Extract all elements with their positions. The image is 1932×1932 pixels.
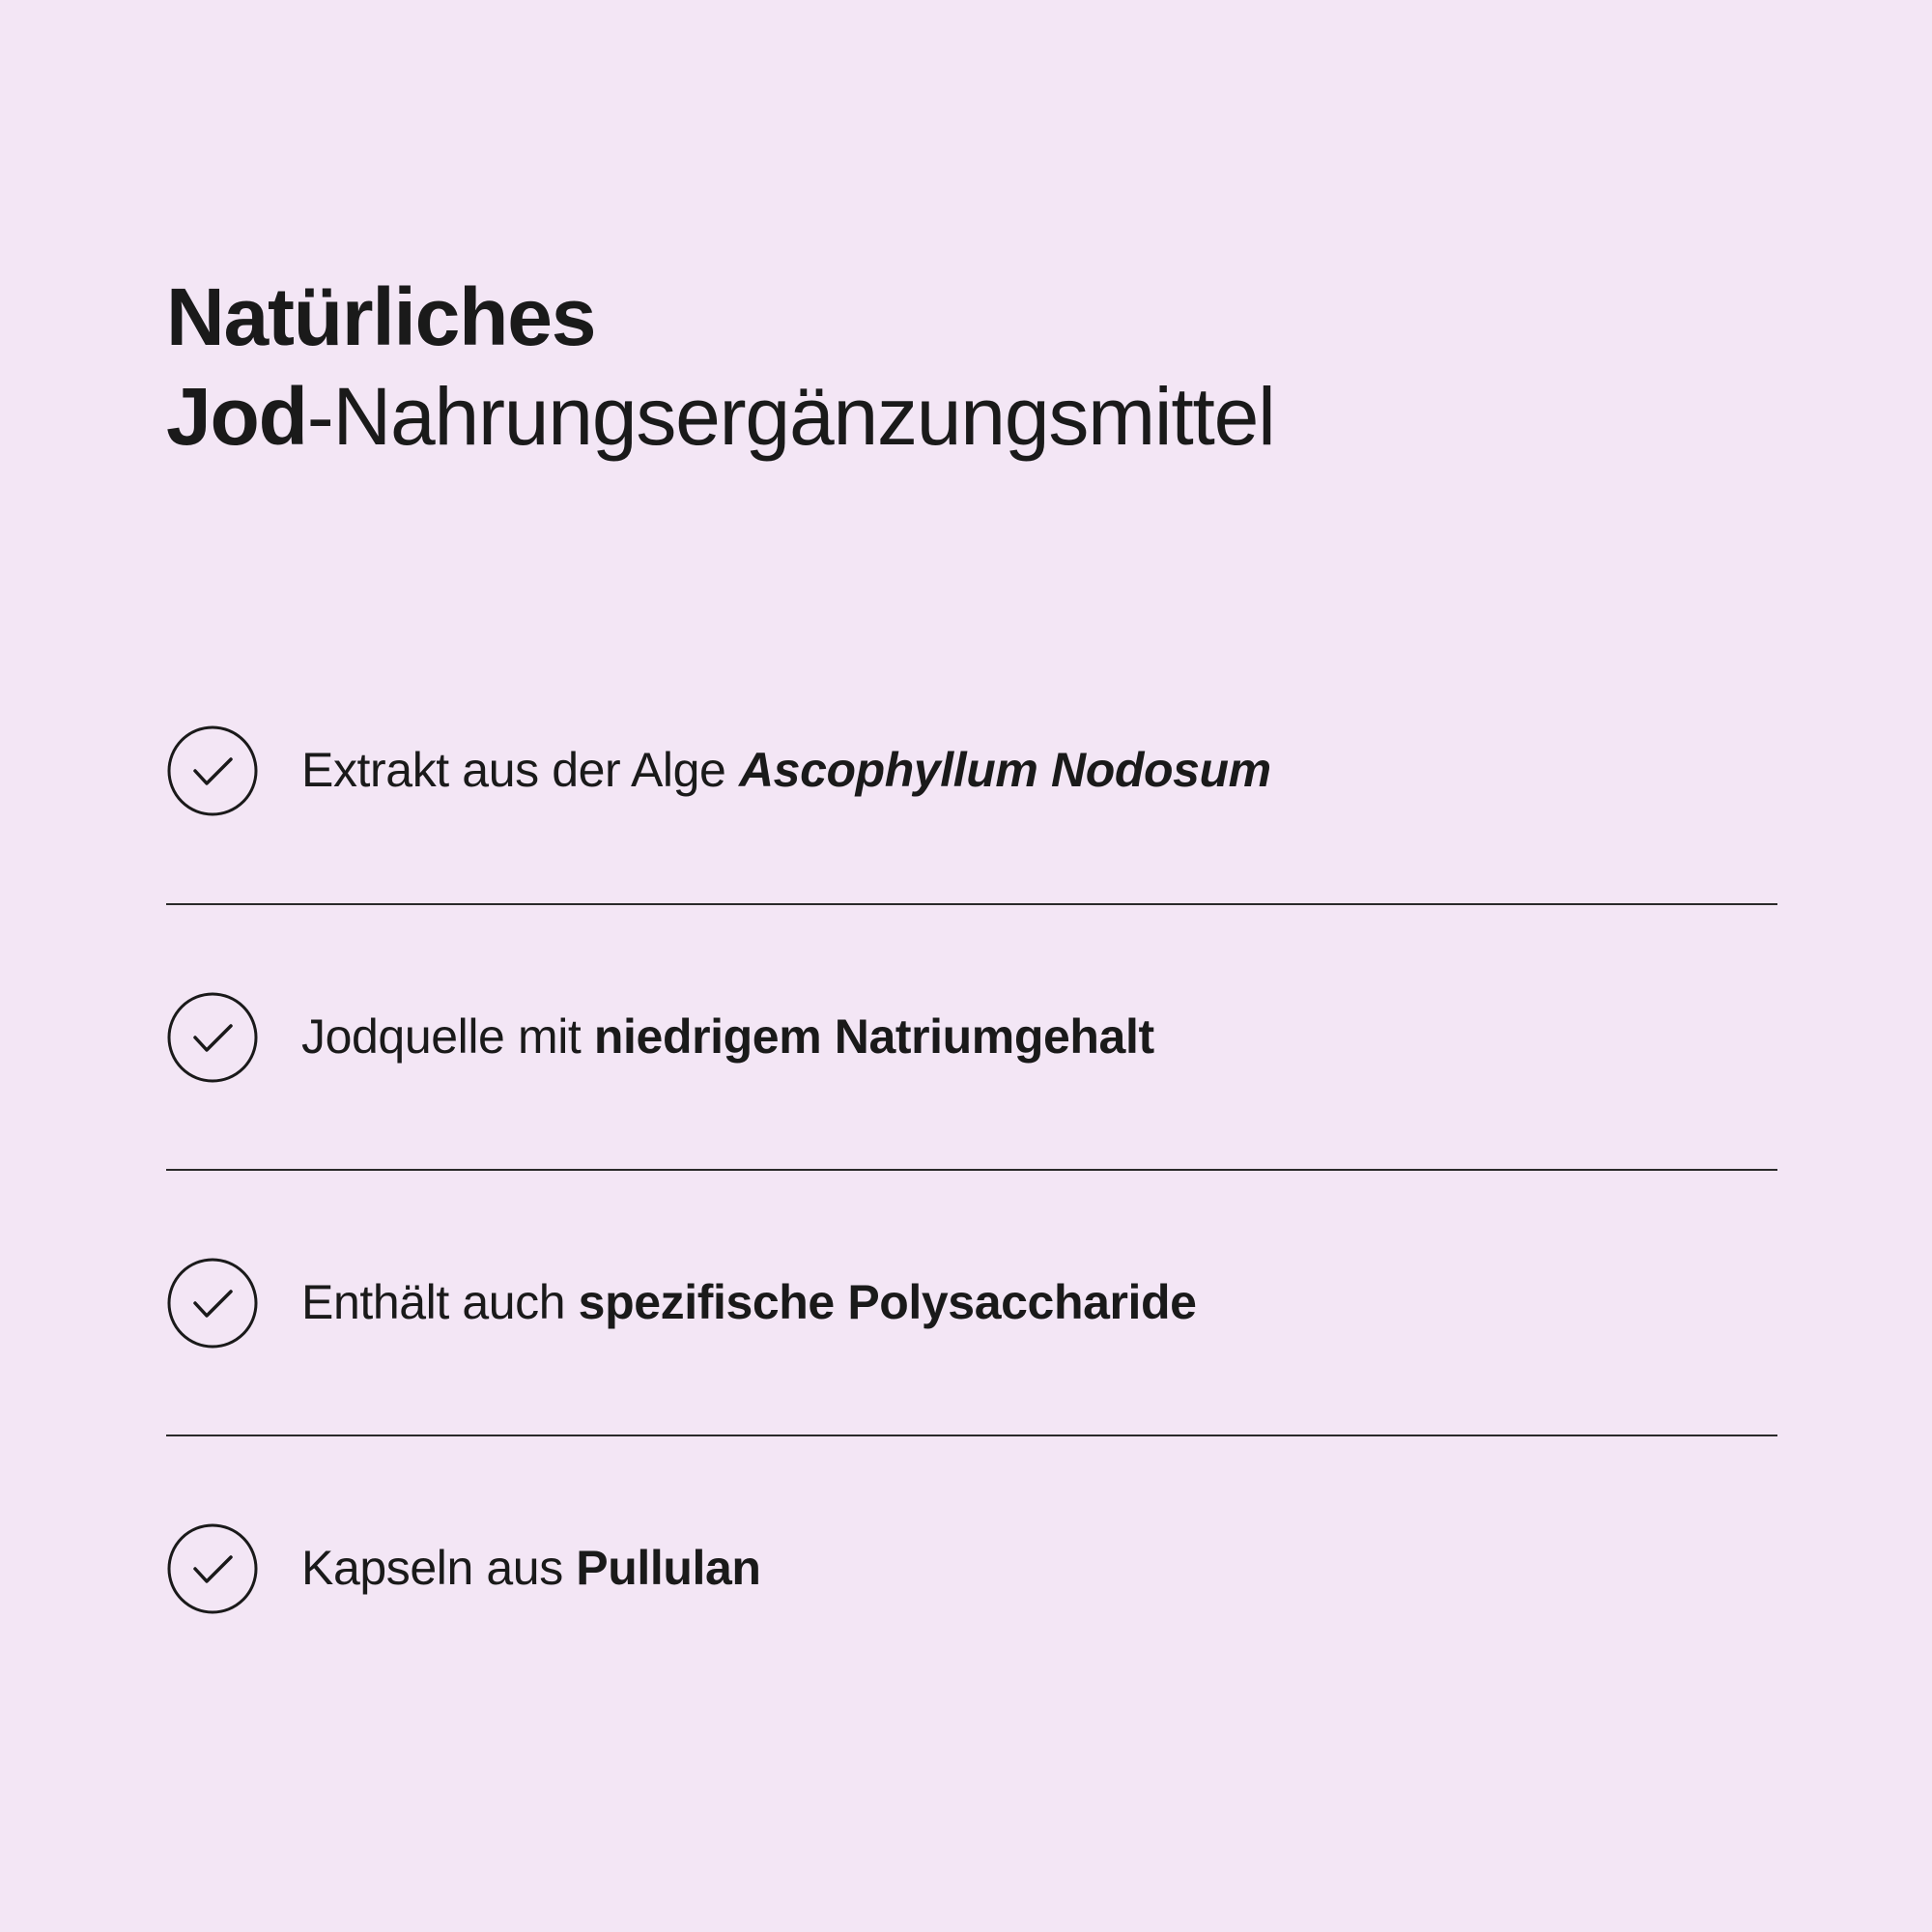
page-title-line-2	[166, 368, 1808, 466]
feature-text	[301, 1007, 1154, 1067]
page-title	[166, 269, 1808, 466]
page-title-line-2-rest: -Nahrungsergänzungsmittel	[306, 371, 1275, 463]
feature-text	[301, 1272, 1197, 1333]
list-item	[166, 1169, 1777, 1435]
check-circle-icon	[166, 1257, 259, 1350]
feature-text-plain: Kapseln aus	[301, 1541, 577, 1596]
feature-text-emphasis: spezifische Polysaccharide	[578, 1275, 1197, 1330]
list-item	[166, 638, 1777, 903]
check-circle-icon	[166, 724, 259, 817]
feature-text-plain: Extrakt aus der Alge	[301, 743, 739, 798]
feature-text	[301, 1538, 761, 1599]
feature-text	[301, 740, 1271, 801]
page-title-keyword: Jod	[166, 371, 307, 463]
check-circle-icon	[166, 991, 259, 1084]
list-item	[166, 903, 1777, 1169]
feature-text-plain: Jodquelle mit	[301, 1009, 594, 1065]
page-title-line-1: Natürliches	[166, 271, 596, 363]
feature-text-emphasis: niedrigem Natriumgehalt	[593, 1009, 1154, 1065]
feature-list	[166, 638, 1777, 1700]
feature-text-emphasis: Ascophyllum Nodosum	[738, 743, 1271, 798]
list-item	[166, 1435, 1777, 1700]
check-circle-icon	[166, 1522, 259, 1615]
feature-text-emphasis: Pullulan	[576, 1541, 761, 1596]
feature-text-plain: Enthält auch	[301, 1275, 579, 1330]
